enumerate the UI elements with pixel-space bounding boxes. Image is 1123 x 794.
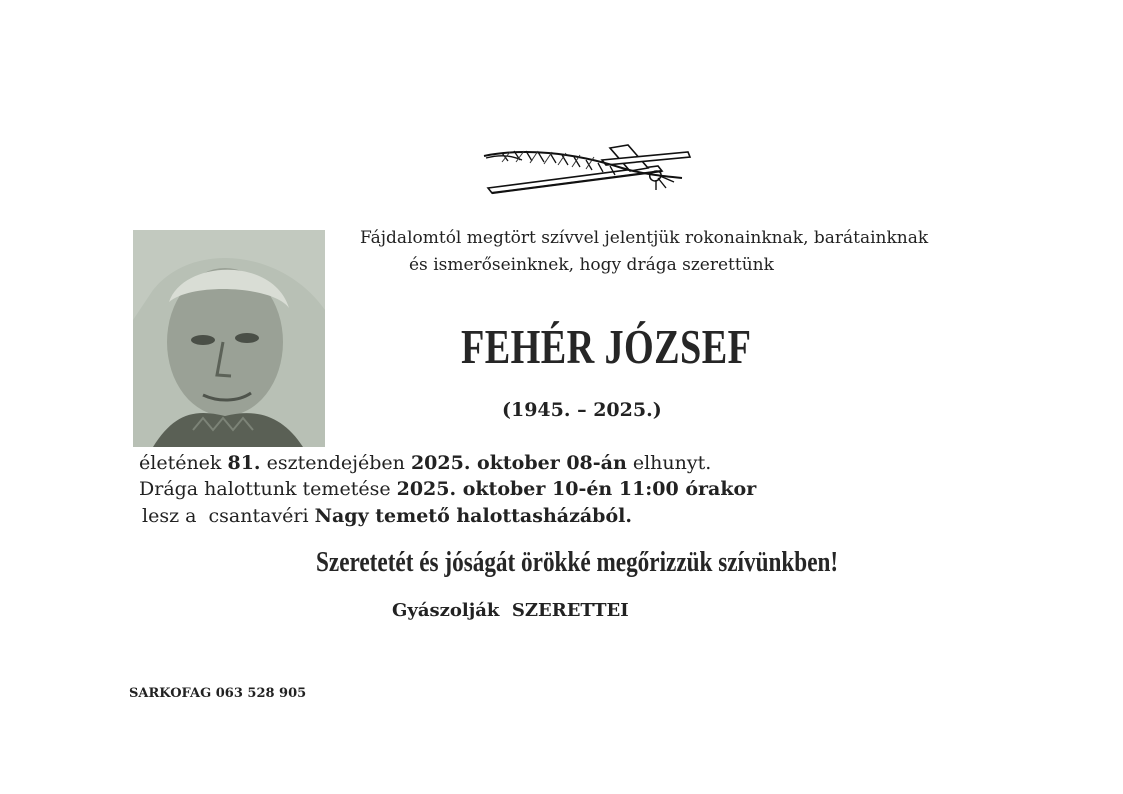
cross-with-palm-icon bbox=[482, 138, 694, 196]
funeral-place-text: lesz a csantavéri bbox=[142, 505, 315, 527]
portrait-photo bbox=[133, 230, 325, 447]
funeral-info-line bbox=[139, 478, 756, 500]
deceased-name: FEHÉR JÓZSEF bbox=[461, 319, 752, 374]
age: 81. bbox=[227, 452, 261, 474]
death-date: 2025. oktober 08-án bbox=[410, 452, 627, 474]
intro-text-line-2: és ismerőseinknek, hogy drága szerettünk bbox=[409, 255, 774, 275]
life-years: (1945. – 2025.) bbox=[502, 399, 662, 421]
funeral-info-text: Drága halottunk temetése bbox=[139, 478, 397, 500]
funeral-home-footer: SARKOFAG 063 528 905 bbox=[129, 686, 307, 701]
death-info-text-1: életének bbox=[139, 452, 228, 474]
death-info-line bbox=[139, 452, 711, 474]
death-info-text-2: esztendejében bbox=[260, 452, 411, 474]
funeral-datetime: 2025. oktober 10-én 11:00 órakor bbox=[396, 478, 757, 500]
intro-text-line-1: Fájdalomtól megtört szívvel jelentjük rokonainknak, barátainknak bbox=[360, 228, 929, 248]
mourners-signature: Gyászolják SZERETTEI bbox=[392, 600, 629, 621]
memorial-motto: Szeretetét és jóságát örökké megőrizzük szívünkben! bbox=[316, 546, 839, 578]
funeral-place-line bbox=[142, 505, 632, 527]
death-info-text-3: elhunyt. bbox=[626, 452, 712, 474]
funeral-place: Nagy temető halottasházából. bbox=[314, 505, 632, 527]
